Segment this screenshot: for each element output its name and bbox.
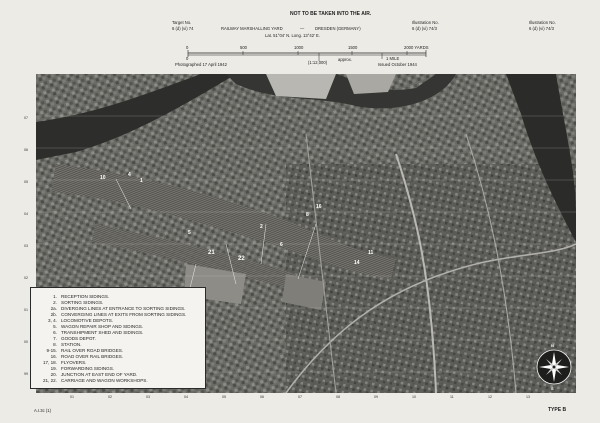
legend-number: 20. — [50, 372, 57, 377]
grid-tick-bottom: 11 — [450, 395, 454, 399]
legend-text: SORTING SIDINGS. — [61, 300, 104, 305]
legend-row — [35, 372, 137, 377]
target-number: 6 (d) (vi) 74 — [172, 26, 194, 31]
illustration-number-right: 6 (d) (vi) 74/3 — [529, 26, 554, 31]
map-label-6: 6 — [280, 242, 283, 248]
legend-text: FORWARDING SIDINGS. — [61, 366, 115, 371]
legend-row — [35, 300, 103, 305]
legend-text: CONVERGING LINES AT EXITS FROM SORTING SIDINGS. — [61, 312, 187, 317]
grid-tick-bottom: 07 — [298, 395, 302, 399]
target-label: Target No. — [172, 20, 192, 25]
compass-south: S — [551, 386, 554, 391]
legend-number: 1. — [53, 294, 57, 299]
grid-tick-left: 04 — [24, 212, 28, 216]
photographed-date: Photographed 17 April 1942 — [175, 62, 227, 67]
scale-tick-2000: 2000 YARDS — [404, 45, 429, 50]
legend-row — [35, 360, 86, 365]
grid-tick-left: 05 — [24, 180, 28, 184]
legend-number: 21, 22. — [42, 378, 57, 383]
legend-number: 2b. — [50, 312, 57, 317]
grid-tick-left: 07 — [24, 116, 28, 120]
legend-row — [35, 306, 185, 311]
legend-text: GOODS DEPOT. — [61, 336, 96, 341]
illustration-number-center: 6 (d) (vi) 74/3 — [412, 26, 437, 31]
coordinates: Lat. 51°04' N. Long. 13°42' E. — [265, 33, 321, 38]
grid-tick-bottom: 03 — [146, 395, 150, 399]
legend-text: JUNCTION AT EAST END OF YARD. — [61, 372, 138, 377]
grid-tick-bottom: 13 — [526, 395, 530, 399]
legend-number: 16. — [50, 354, 57, 359]
map-label-8: 8 — [306, 212, 309, 218]
scale-mile: 1 MILE — [386, 56, 400, 61]
grid-tick-left: 03 — [24, 244, 28, 248]
map-label-11: 11 — [368, 250, 374, 256]
legend-number: 19. — [50, 366, 57, 371]
grid-tick-bottom: 08 — [336, 395, 340, 399]
map-title: RAILWAY MARSHALLING YARD — [221, 26, 283, 31]
classification-note: NOT TO BE TAKEN INTO THE AIR. — [290, 11, 372, 17]
footer-reference: A.I.3c (1) — [34, 408, 51, 413]
grid-tick-left: 00 — [24, 340, 28, 344]
grid-tick-bottom: 09 — [374, 395, 378, 399]
grid-tick-bottom: 06 — [260, 395, 264, 399]
legend-text: LOCOMOTIVE DEPOTS. — [61, 318, 114, 323]
legend-row — [35, 378, 148, 383]
legend-row — [35, 348, 123, 353]
legend-number: 7. — [53, 336, 57, 341]
legend-row — [35, 354, 123, 359]
legend-number: 9-15. — [46, 348, 57, 353]
footer-type: TYPE B — [548, 407, 567, 413]
legend-row — [35, 336, 96, 341]
grid-tick-bottom: 10 — [412, 395, 416, 399]
compass-north: N — [551, 343, 554, 348]
grid-tick-left: 99 — [24, 372, 28, 376]
scale-zero: 0 — [186, 56, 189, 61]
grid-tick-left: 02 — [24, 276, 28, 280]
scale-tick-500: 500 — [240, 45, 247, 50]
grid-tick-bottom: 04 — [184, 395, 188, 399]
grid-tick-bottom: 01 — [70, 395, 74, 399]
legend-number: 5. — [53, 324, 57, 329]
map-label-22: 22 — [238, 256, 245, 262]
legend-text: ROAD OVER RAIL BRIDGES. — [61, 354, 124, 359]
map-label-5: 5 — [188, 230, 191, 236]
illustration-label-center: Illustration No. — [412, 20, 439, 25]
map-label-16: 16 — [316, 204, 322, 210]
issued-date: Issued October 1944 — [378, 62, 417, 67]
legend-text: FLYOVERS. — [61, 360, 87, 365]
legend — [30, 287, 206, 389]
legend-number: 2. — [53, 300, 57, 305]
legend-row — [35, 324, 143, 329]
grid-tick-left: 01 — [24, 308, 28, 312]
map-location: DRESDEN (GERMANY) — [315, 26, 361, 31]
grid-tick-bottom: 05 — [222, 395, 226, 399]
map-label-21: 21 — [208, 250, 215, 256]
scale-tick-0: 0 — [186, 45, 189, 50]
scale-ratio: (1:12,000) — [308, 60, 328, 65]
legend-text: TRANSHIPMENT SHED AND SIDINGS. — [61, 330, 144, 335]
map-label-4: 4 — [128, 172, 131, 178]
grid-tick-bottom: 02 — [108, 395, 112, 399]
legend-text: RECEPTION SIDINGS. — [61, 294, 110, 299]
legend-text: STATION. — [61, 342, 82, 347]
grid-tick-left: 06 — [24, 148, 28, 152]
legend-number: 2a. — [50, 306, 57, 311]
legend-text: WAGON REPAIR SHOP AND SIDINGS. — [61, 324, 144, 329]
legend-row — [35, 312, 186, 317]
grid-tick-bottom: 12 — [488, 395, 492, 399]
scale-tick-1500: 1500 — [348, 45, 358, 50]
map-label-14: 14 — [354, 260, 360, 266]
map-label-10: 10 — [100, 175, 106, 181]
legend-row — [35, 330, 143, 335]
legend-row — [35, 294, 109, 299]
map-label-1: 1 — [140, 178, 143, 184]
legend-number: 8. — [53, 342, 57, 347]
title-dash: — — [300, 26, 305, 31]
legend-text: RAIL OVER ROAD BRIDGES. — [61, 348, 124, 353]
legend-number: 17, 18. — [42, 360, 57, 365]
legend-text: DIVERGING LINES AT ENTRANCE TO SORTING SIDINGS. — [61, 306, 186, 311]
legend-number: 3, 4. — [48, 318, 57, 323]
legend-number: 6. — [53, 330, 57, 335]
illustration-label-right: Illustration No. — [529, 20, 556, 25]
legend-row — [35, 342, 82, 347]
compass-rose-icon — [537, 350, 571, 384]
legend-row — [35, 318, 113, 323]
scale-approx: approx. — [338, 57, 352, 62]
scale-tick-1000: 1000 — [294, 45, 304, 50]
legend-row — [35, 366, 114, 371]
legend-text: CARRIAGE AND WAGON WORKSHOPS. — [61, 378, 148, 383]
map-label-2: 2 — [260, 224, 263, 230]
